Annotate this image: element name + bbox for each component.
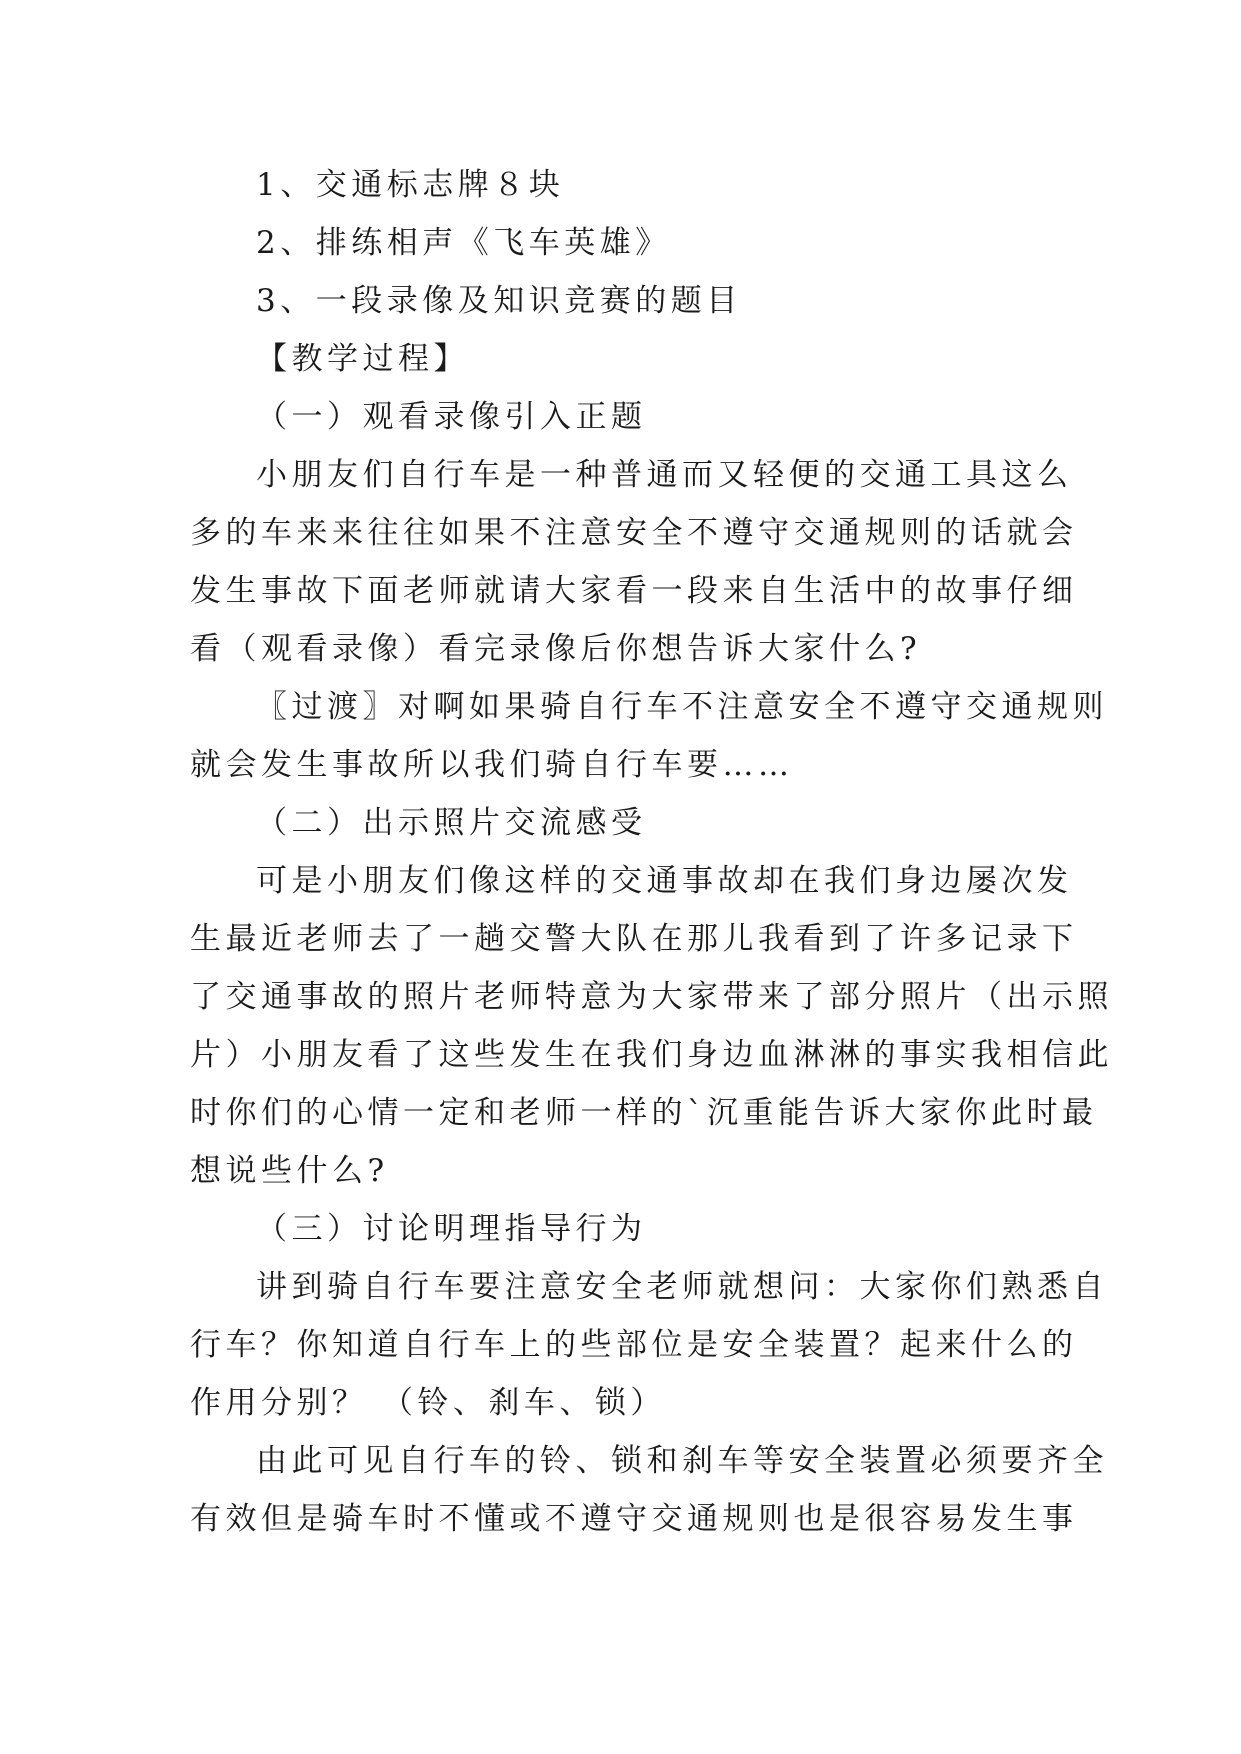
text-line: 可是小朋友们像这样的交通事故却在我们身边屡次发 — [256, 863, 1073, 899]
text-line: 作用分别？ （铃、刹车、锁） — [190, 1385, 666, 1421]
text-line: 小朋友们自行车是一种普通而又轻便的交通工具这么 — [256, 457, 1073, 493]
text-line: 2、排练相声《飞车英雄》 — [256, 225, 671, 261]
text-line: 片）小朋友看了这些发生在我们身边血淋淋的事实我相信此 — [190, 1037, 1113, 1073]
text-line: 讲到骑自行车要注意安全老师就想问：大家你们熟悉自 — [256, 1269, 1108, 1305]
subsection-heading: （一）观看录像引入正题 — [256, 399, 647, 435]
text-line: 了交通事故的照片老师特意为大家带来了部分照片（出示照 — [190, 979, 1113, 1015]
text-line: 3、一段录像及知识竞赛的题目 — [256, 283, 742, 319]
text-line: 行车？你知道自行车上的些部位是安全装置？起来什么的 — [190, 1327, 1078, 1363]
text-line: 就会发生事故所以我们骑自行车要…… — [190, 747, 794, 783]
text-line: 生最近老师去了一趟交警大队在那儿我看到了许多记录下 — [190, 921, 1078, 957]
text-line: 发生事故下面老师就请大家看一段来自生活中的故事仔细 — [190, 573, 1078, 609]
text-line: 由此可见自行车的铃、锁和刹车等安全装置必须要齐全 — [256, 1443, 1108, 1479]
text-line: 〖过渡〗对啊如果骑自行车不注意安全不遵守交通规则 — [256, 689, 1108, 725]
document-body — [190, 156, 1113, 1548]
text-line: 看（观看录像）看完录像后你想告诉大家什么? — [190, 631, 922, 667]
text-line: 时你们的心情一定和老师一样的`沉重能告诉大家你此时最 — [190, 1095, 1098, 1131]
text-line: 想说些什么? — [190, 1153, 389, 1189]
text-line: 1、交通标志牌８块 — [256, 167, 565, 203]
subsection-heading: （二）出示照片交流感受 — [256, 805, 647, 841]
text-line: 有效但是骑车时不懂或不遵守交通规则也是很容易发生事 — [190, 1501, 1078, 1537]
text-line: 多的车来来往往如果不注意安全不遵守交通规则的话就会 — [190, 515, 1078, 551]
section-heading: 【教学过程】 — [256, 341, 469, 377]
subsection-heading: （三）讨论明理指导行为 — [256, 1211, 647, 1247]
